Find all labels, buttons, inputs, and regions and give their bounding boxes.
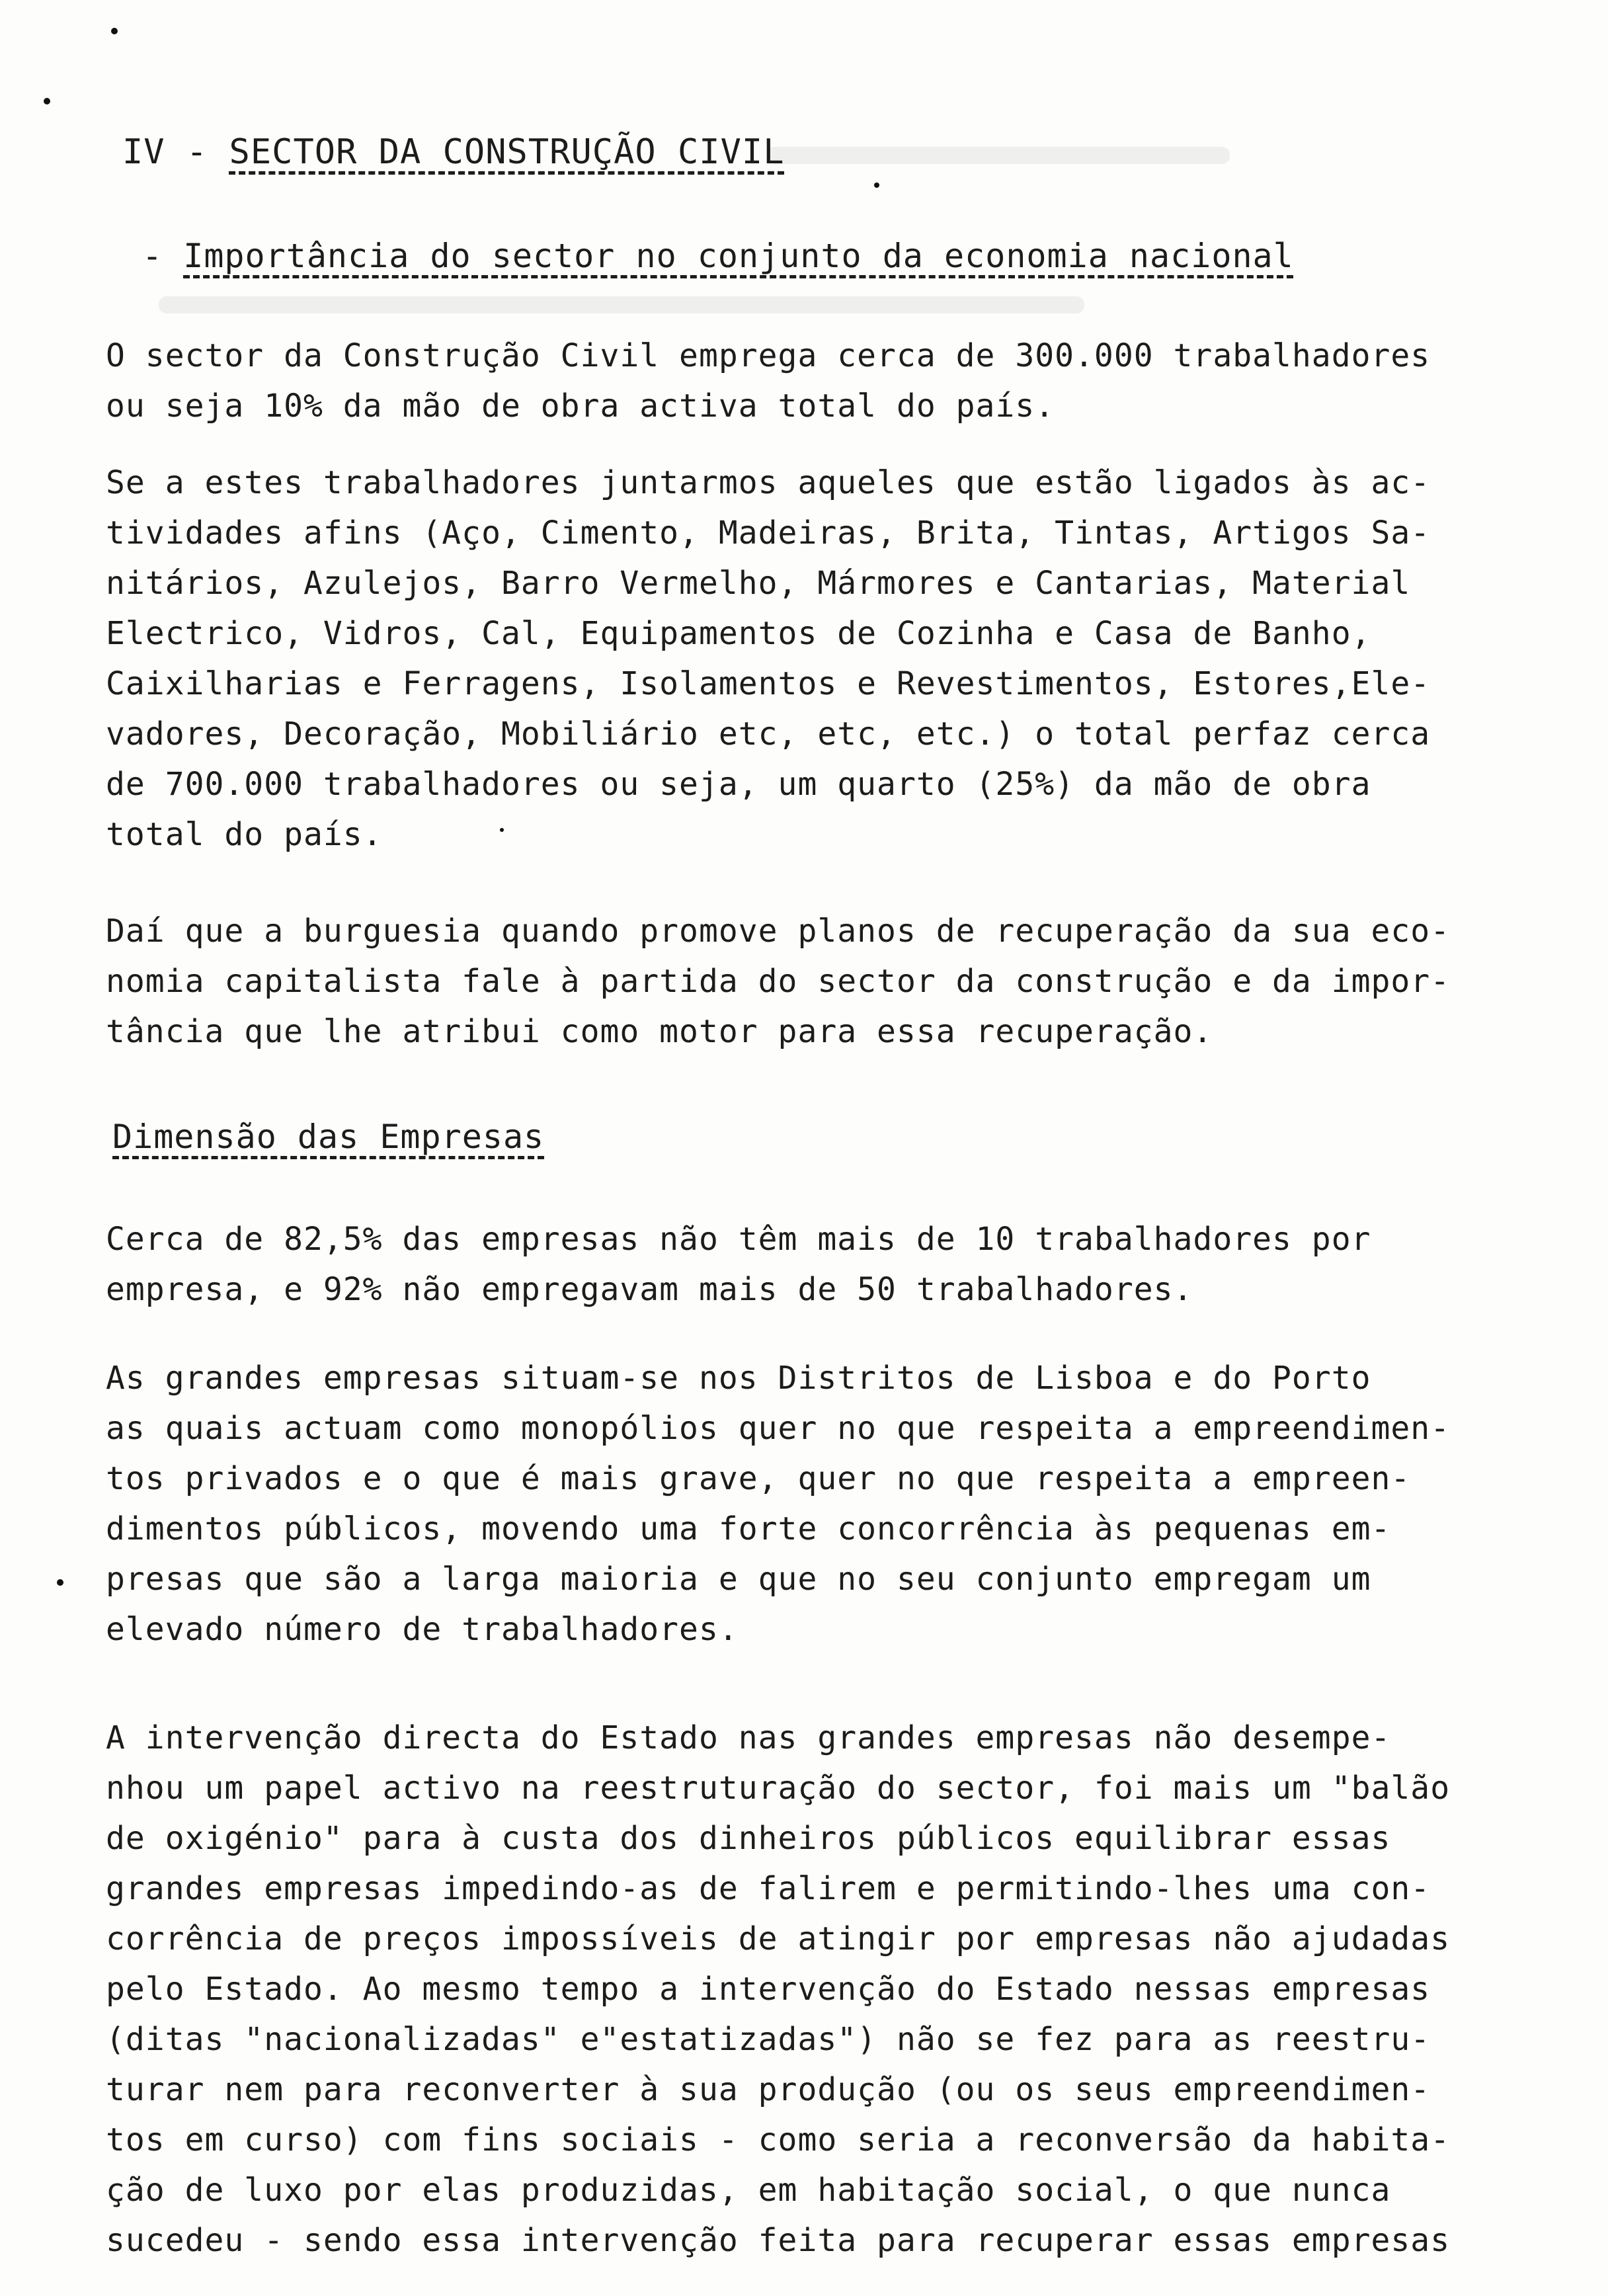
text-line: As grandes empresas situam-se nos Distritos de Lisboa e do Porto — [106, 1360, 1371, 1397]
heading-prefix: IV - — [122, 132, 229, 172]
text-line: nomia capitalista fale à partida do sector da construção e da impor- — [106, 963, 1451, 1000]
paragraph-4 — [106, 1214, 1508, 1315]
paragraph-6 — [106, 1713, 1508, 2266]
text-line: (ditas "nacionalizadas" e"estatizadas") não se fez para as reestru- — [106, 2021, 1431, 2058]
text-line: as quais actuam como monopólios quer no que respeita a empreendimen- — [106, 1410, 1451, 1447]
scan-speck — [111, 28, 118, 34]
text-line: nhou um papel activo na reestruturação do sector, foi mais um "balão — [106, 1770, 1451, 1807]
bleed-through-smudge — [767, 147, 1230, 164]
text-line: dimentos públicos, movendo uma forte concorrência às pequenas em- — [106, 1510, 1391, 1547]
text-line: O sector da Construção Civil emprega cerca de 300.000 trabalhadores — [106, 337, 1431, 374]
paragraph-5 — [106, 1353, 1508, 1655]
text-line: Electrico, Vidros, Cal, Equipamentos de Cozinha e Casa de Banho, — [106, 615, 1371, 652]
subheading — [142, 237, 1294, 275]
text-line: turar nem para reconverter à sua produção (ou os seus empreendimen- — [106, 2071, 1431, 2108]
scan-speck — [57, 1579, 63, 1586]
subheading-title: Importância do sector no conjunto da economia nacional — [183, 237, 1294, 275]
scan-speck — [44, 98, 50, 104]
text-line: Cerca de 82,5% das empresas não têm mais de 10 trabalhadores por — [106, 1221, 1371, 1258]
paragraph-2 — [106, 458, 1508, 860]
page-heading — [122, 132, 785, 172]
text-line: grandes empresas impedindo-as de falirem e permitindo-lhes uma con- — [106, 1870, 1431, 1907]
subheading-prefix: - — [142, 237, 184, 275]
text-line: sucedeu - sendo essa intervenção feita para recuperar essas empresas — [106, 2222, 1451, 2259]
text-line: elevado número de trabalhadores. — [106, 1611, 739, 1648]
heading-title: SECTOR DA CONSTRUÇÃO CIVIL — [229, 132, 785, 172]
section-title: Dimensão das Empresas — [112, 1118, 545, 1156]
text-line: tos privados e o que é mais grave, quer no que respeita a empreen- — [106, 1460, 1411, 1497]
text-line: empresa, e 92% não empregavam mais de 50 trabalhadores. — [106, 1271, 1193, 1308]
text-line: tos em curso) com fins sociais - como seria a reconversão da habita- — [106, 2121, 1451, 2158]
text-line: Se a estes trabalhadores juntarmos aqueles que estão ligados às ac- — [106, 464, 1431, 501]
text-line: ou seja 10% da mão de obra activa total do país. — [106, 388, 1055, 425]
text-line: vadores, Decoração, Mobiliário etc, etc, etc.) o total perfaz cerca — [106, 716, 1431, 753]
text-line: total do país. — [106, 816, 383, 853]
paragraph-3 — [106, 906, 1508, 1057]
scan-speck — [874, 183, 879, 188]
text-line: ção de luxo por elas produzidas, em habitação social, o que nunca — [106, 2172, 1391, 2209]
text-line: Caixilharias e Ferragens, Isolamentos e Revestimentos, Estores,Ele- — [106, 665, 1431, 702]
text-line: Daí que a burguesia quando promove planos de recuperação da sua eco- — [106, 913, 1451, 950]
text-line: nitários, Azulejos, Barro Vermelho, Mármores e Cantarias, Material — [106, 565, 1411, 602]
bleed-through-smudge — [159, 296, 1084, 313]
text-line: tividades afins (Aço, Cimento, Madeiras, Brita, Tintas, Artigos Sa- — [106, 514, 1431, 552]
text-line: de oxigénio" para à custa dos dinheiros públicos equilibrar essas — [106, 1820, 1391, 1857]
text-line: A intervenção directa do Estado nas grandes empresas não desempe- — [106, 1719, 1391, 1756]
text-line: tância que lhe atribui como motor para essa recuperação. — [106, 1013, 1213, 1050]
text-line: pelo Estado. Ao mesmo tempo a intervenção do Estado nessas empresas — [106, 1971, 1431, 2008]
text-line: de 700.000 trabalhadores ou seja, um quarto (25%) da mão de obra — [106, 766, 1371, 803]
paragraph-1 — [106, 331, 1508, 431]
text-line: corrência de preços impossíveis de atingir por empresas não ajudadas — [106, 1920, 1451, 1957]
text-line: presas que são a larga maioria e que no seu conjunto empregam um — [106, 1561, 1371, 1598]
